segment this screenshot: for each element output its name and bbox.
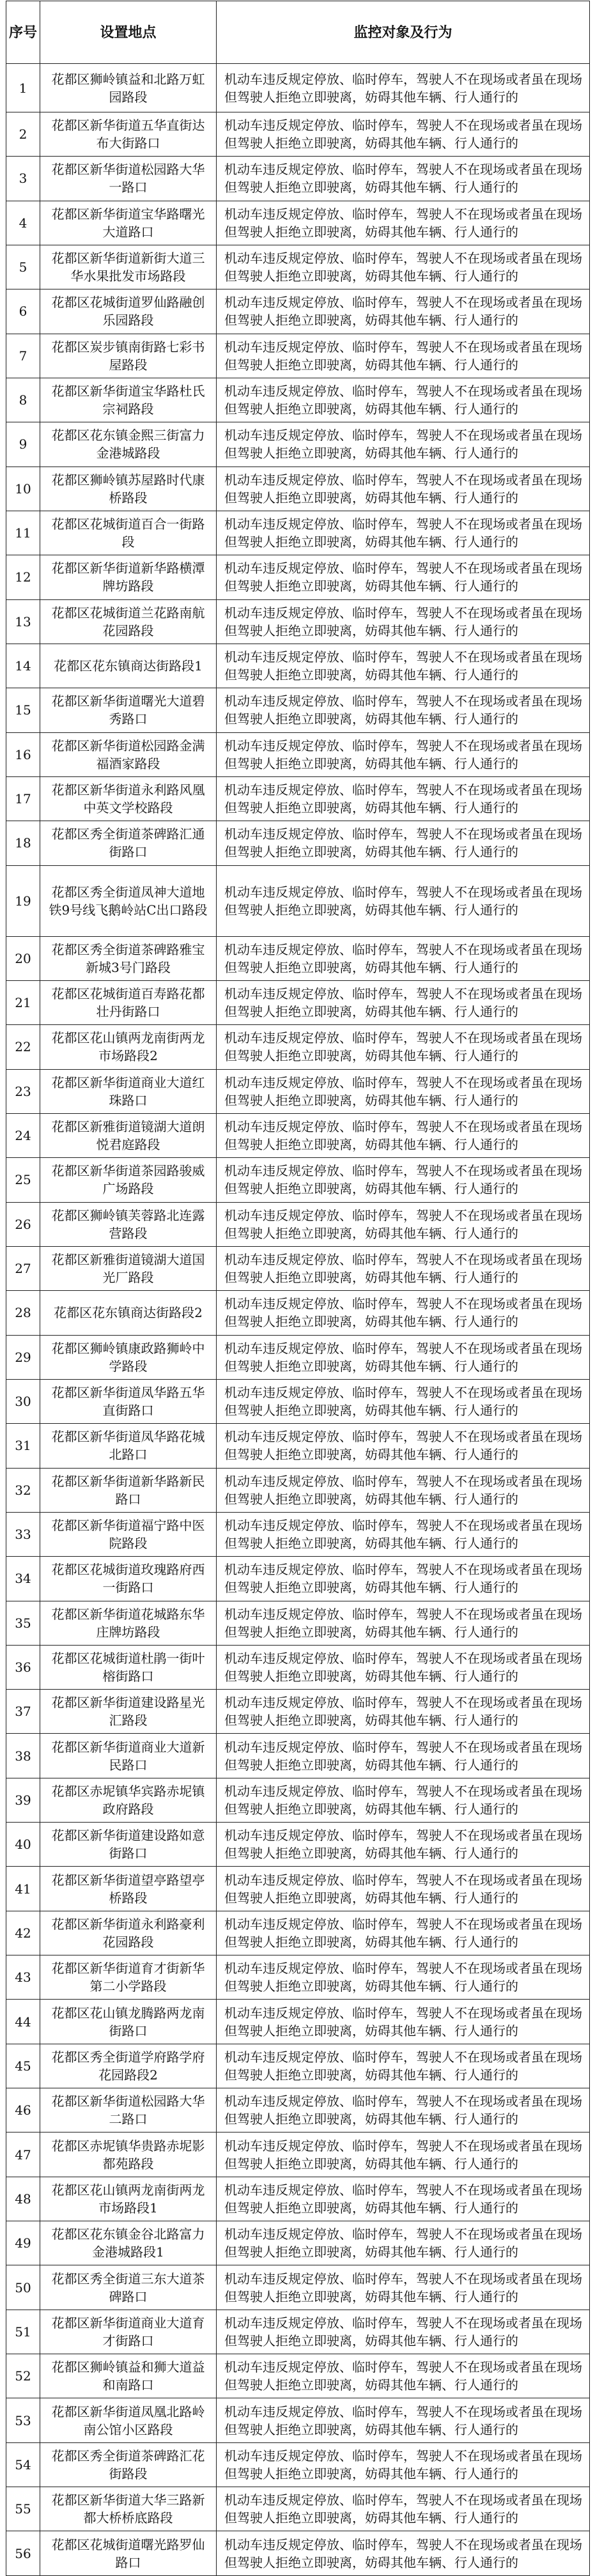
row-location: 花都区秀全街道三东大道茶碑路口	[40, 2265, 217, 2310]
row-number: 42	[6, 1911, 40, 1955]
row-location: 花都区花东镇金熙三街富力金港城路段	[40, 422, 217, 467]
table-row	[6, 2177, 590, 2221]
row-location: 花都区新华街道新街大道三华水果批发市场路段	[40, 245, 217, 289]
row-number: 43	[6, 1955, 40, 2000]
table-row	[6, 1291, 590, 1335]
row-behavior: 机动车违反规定停放、临时停车，驾驶人不在现场或者虽在现场但驾驶人拒绝立即驶离，妨碍其他车辆、行人通行的	[217, 2531, 590, 2575]
row-behavior: 机动车违反规定停放、临时停车，驾驶人不在现场或者虽在现场但驾驶人拒绝立即驶离，妨碍其他车辆、行人通行的	[217, 1823, 590, 1867]
header-number: 序号	[6, 1, 40, 64]
row-location: 花都区花山镇两龙南街两龙市场路段1	[40, 2177, 217, 2221]
row-location: 花都区新华街道花城路东华庄牌坊路段	[40, 1601, 217, 1645]
row-behavior: 机动车违反规定停放、临时停车，驾驶人不在现场或者虽在现场但驾驶人拒绝立即驶离，妨碍其他车辆、行人通行的	[217, 1113, 590, 1157]
table-row	[6, 1379, 590, 1423]
row-location: 花都区新华街道大华三路新都大桥桥底路段	[40, 2487, 217, 2531]
row-location: 花都区花城街道兰花路南航花园路段	[40, 599, 217, 644]
row-location: 花都区炭步镇南街路七彩书屋路段	[40, 334, 217, 378]
row-behavior: 机动车违反规定停放、临时停车，驾驶人不在现场或者虽在现场但驾驶人拒绝立即驶离，妨碍其他车辆、行人通行的	[217, 599, 590, 644]
row-location: 花都区新华街道宝华路曙光大道路口	[40, 201, 217, 245]
row-number: 12	[6, 555, 40, 599]
row-behavior: 机动车违反规定停放、临时停车，驾驶人不在现场或者虽在现场但驾驶人拒绝立即驶离，妨碍其他车辆、行人通行的	[217, 378, 590, 422]
table-row	[6, 2442, 590, 2487]
row-number: 15	[6, 688, 40, 732]
row-number: 32	[6, 1468, 40, 1512]
row-number: 51	[6, 2310, 40, 2354]
row-number: 22	[6, 1025, 40, 1069]
table-row	[6, 1645, 590, 1689]
row-behavior: 机动车违反规定停放、临时停车，驾驶人不在现场或者虽在现场但驾驶人拒绝立即驶离，妨碍其他车辆、行人通行的	[217, 776, 590, 821]
row-behavior: 机动车违反规定停放、临时停车，驾驶人不在现场或者虽在现场但驾驶人拒绝立即驶离，妨碍其他车辆、行人通行的	[217, 1734, 590, 1778]
row-number: 9	[6, 422, 40, 467]
row-number: 7	[6, 334, 40, 378]
table-row	[6, 467, 590, 511]
row-location: 花都区新雅街道镜湖大道朗悦君庭路段	[40, 1113, 217, 1157]
row-behavior: 机动车违反规定停放、临时停车，驾驶人不在现场或者虽在现场但驾驶人拒绝立即驶离，妨碍其他车辆、行人通行的	[217, 1158, 590, 1202]
row-number: 56	[6, 2531, 40, 2575]
row-behavior: 机动车违反规定停放、临时停车，驾驶人不在现场或者虽在现场但驾驶人拒绝立即驶离，妨碍其他车辆、行人通行的	[217, 2000, 590, 2044]
row-number: 17	[6, 776, 40, 821]
table-row	[6, 1911, 590, 1955]
table-row	[6, 688, 590, 732]
row-behavior: 机动车违反规定停放、临时停车，驾驶人不在现场或者虽在现场但驾驶人拒绝立即驶离，妨碍其他车辆、行人通行的	[217, 1468, 590, 1512]
table-row	[6, 1512, 590, 1556]
table-row	[6, 555, 590, 599]
table-row	[6, 112, 590, 157]
row-behavior: 机动车违反规定停放、临时停车，驾驶人不在现场或者虽在现场但驾驶人拒绝立即驶离，妨碍其他车辆、行人通行的	[217, 1246, 590, 1290]
row-number: 3	[6, 157, 40, 201]
row-location: 花都区新华街道商业大道育才街路口	[40, 2310, 217, 2354]
row-behavior: 机动车违反规定停放、临时停车，驾驶人不在现场或者虽在现场但驾驶人拒绝立即驶离，妨碍其他车辆、行人通行的	[217, 1867, 590, 1911]
row-location: 花都区新华街道建设路如意街路口	[40, 1823, 217, 1867]
row-number: 14	[6, 644, 40, 688]
row-number: 49	[6, 2221, 40, 2265]
row-number: 33	[6, 1512, 40, 1556]
row-behavior: 机动车违反规定停放、临时停车，驾驶人不在现场或者虽在现场但驾驶人拒绝立即驶离，妨碍其他车辆、行人通行的	[217, 1202, 590, 1246]
row-behavior: 机动车违反规定停放、临时停车，驾驶人不在现场或者虽在现场但驾驶人拒绝立即驶离，妨碍其他车辆、行人通行的	[217, 245, 590, 289]
row-number: 53	[6, 2398, 40, 2442]
row-number: 21	[6, 980, 40, 1024]
row-behavior: 机动车违反规定停放、临时停车，驾驶人不在现场或者虽在现场但驾驶人拒绝立即驶离，妨碍其他车辆、行人通行的	[217, 1335, 590, 1379]
table-row	[6, 776, 590, 821]
row-location: 花都区赤坭镇华宾路赤坭镇政府路段	[40, 1778, 217, 1822]
row-behavior: 机动车违反规定停放、临时停车，驾驶人不在现场或者虽在现场但驾驶人拒绝立即驶离，妨碍其他车辆、行人通行的	[217, 555, 590, 599]
row-behavior: 机动车违反规定停放、临时停车，驾驶人不在现场或者虽在现场但驾驶人拒绝立即驶离，妨碍其他车辆、行人通行的	[217, 2133, 590, 2177]
row-number: 13	[6, 599, 40, 644]
row-behavior: 机动车违反规定停放、临时停车，驾驶人不在现场或者虽在现场但驾驶人拒绝立即驶离，妨碍其他车辆、行人通行的	[217, 1911, 590, 1955]
row-number: 55	[6, 2487, 40, 2531]
row-location: 花都区新华街道永利路风凰中英文学校路段	[40, 776, 217, 821]
row-location: 花都区新华街道商业大道红珠路口	[40, 1069, 217, 1113]
row-behavior: 机动车违反规定停放、临时停车，驾驶人不在现场或者虽在现场但驾驶人拒绝立即驶离，妨碍其他车辆、行人通行的	[217, 1557, 590, 1601]
row-behavior: 机动车违反规定停放、临时停车，驾驶人不在现场或者虽在现场但驾驶人拒绝立即驶离，妨碍其他车辆、行人通行的	[217, 1291, 590, 1335]
row-location: 花都区新华街道新华路横潭牌坊路段	[40, 555, 217, 599]
row-location: 花都区花城街道百合一街路段	[40, 511, 217, 555]
table-row	[6, 2088, 590, 2133]
row-number: 44	[6, 2000, 40, 2044]
row-location: 花都区花山镇龙腾路两龙南街路口	[40, 2000, 217, 2044]
row-behavior: 机动车违反规定停放、临时停车，驾驶人不在现场或者虽在现场但驾驶人拒绝立即驶离，妨碍其他车辆、行人通行的	[217, 334, 590, 378]
row-behavior: 机动车违反规定停放、临时停车，驾驶人不在现场或者虽在现场但驾驶人拒绝立即驶离，妨碍其他车辆、行人通行的	[217, 1601, 590, 1645]
row-number: 2	[6, 112, 40, 157]
table-row	[6, 936, 590, 980]
row-number: 1	[6, 64, 40, 112]
row-behavior: 机动车违反规定停放、临时停车，驾驶人不在现场或者虽在现场但驾驶人拒绝立即驶离，妨碍其他车辆、行人通行的	[217, 2177, 590, 2221]
table-row	[6, 2044, 590, 2088]
table-row	[6, 511, 590, 555]
row-number: 23	[6, 1069, 40, 1113]
table-row	[6, 1335, 590, 1379]
table-row	[6, 64, 590, 112]
table-row	[6, 2487, 590, 2531]
row-behavior: 机动车违反规定停放、临时停车，驾驶人不在现场或者虽在现场但驾驶人拒绝立即驶离，妨碍其他车辆、行人通行的	[217, 688, 590, 732]
row-location: 花都区花城街道曙光路罗仙路口	[40, 2531, 217, 2575]
row-behavior: 机动车违反规定停放、临时停车，驾驶人不在现场或者虽在现场但驾驶人拒绝立即驶离，妨碍其他车辆、行人通行的	[217, 467, 590, 511]
row-location: 花都区新华街道松园路大华二路口	[40, 2088, 217, 2133]
header-location: 设置地点	[40, 1, 217, 64]
row-location: 花都区花城街道玫瑰路府西一街路口	[40, 1557, 217, 1601]
row-behavior: 机动车违反规定停放、临时停车，驾驶人不在现场或者虽在现场但驾驶人拒绝立即驶离，妨碍其他车辆、行人通行的	[217, 1379, 590, 1423]
row-behavior: 机动车违反规定停放、临时停车，驾驶人不在现场或者虽在现场但驾驶人拒绝立即驶离，妨碍其他车辆、行人通行的	[217, 1690, 590, 1734]
table-row	[6, 2133, 590, 2177]
table-row	[6, 1778, 590, 1822]
table-row	[6, 157, 590, 201]
table-row	[6, 1601, 590, 1645]
table-row	[6, 2221, 590, 2265]
row-location: 花都区新华街道茶园路骏威广场路段	[40, 1158, 217, 1202]
row-number: 26	[6, 1202, 40, 1246]
row-behavior: 机动车违反规定停放、临时停车，驾驶人不在现场或者虽在现场但驾驶人拒绝立即驶离，妨碍其他车辆、行人通行的	[217, 865, 590, 936]
row-location: 花都区新华街道松园路大华一路口	[40, 157, 217, 201]
table-row	[6, 378, 590, 422]
row-location: 花都区新华街道凤华路花城北路口	[40, 1424, 217, 1468]
row-number: 30	[6, 1379, 40, 1423]
table-row	[6, 1557, 590, 1601]
table-row	[6, 1025, 590, 1069]
table-row	[6, 2310, 590, 2354]
row-number: 47	[6, 2133, 40, 2177]
row-number: 6	[6, 289, 40, 334]
row-location: 花都区新华街道育才街新华第二小学路段	[40, 1955, 217, 2000]
header-behavior: 监控对象及行为	[217, 1, 590, 64]
row-location: 花都区狮岭镇苏屋路时代康桥路段	[40, 467, 217, 511]
row-number: 31	[6, 1424, 40, 1468]
row-number: 19	[6, 865, 40, 936]
table-row	[6, 1867, 590, 1911]
table-row	[6, 2398, 590, 2442]
table-row	[6, 1202, 590, 1246]
table-row	[6, 1158, 590, 1202]
row-number: 8	[6, 378, 40, 422]
table-row	[6, 201, 590, 245]
row-behavior: 机动车违反规定停放、临时停车，驾驶人不在现场或者虽在现场但驾驶人拒绝立即驶离，妨碍其他车辆、行人通行的	[217, 821, 590, 865]
row-number: 24	[6, 1113, 40, 1157]
table-header	[6, 1, 590, 64]
row-number: 36	[6, 1645, 40, 1689]
row-behavior: 机动车违反规定停放、临时停车，驾驶人不在现场或者虽在现场但驾驶人拒绝立即驶离，妨碍其他车辆、行人通行的	[217, 1069, 590, 1113]
row-location: 花都区新华街道宝华路杜氏宗祠路段	[40, 378, 217, 422]
row-number: 34	[6, 1557, 40, 1601]
row-number: 5	[6, 245, 40, 289]
table-row	[6, 865, 590, 936]
table-row	[6, 1246, 590, 1290]
table-row	[6, 2531, 590, 2575]
table-row	[6, 1424, 590, 1468]
row-location: 花都区新华街道松园路金满福酒家路段	[40, 732, 217, 776]
row-behavior: 机动车违反规定停放、临时停车，驾驶人不在现场或者虽在现场但驾驶人拒绝立即驶离，妨碍其他车辆、行人通行的	[217, 732, 590, 776]
row-behavior: 机动车违反规定停放、临时停车，驾驶人不在现场或者虽在现场但驾驶人拒绝立即驶离，妨碍其他车辆、行人通行的	[217, 2044, 590, 2088]
row-number: 54	[6, 2442, 40, 2487]
row-number: 20	[6, 936, 40, 980]
table-row	[6, 1955, 590, 2000]
row-location: 花都区新华街道商业大道新民路口	[40, 1734, 217, 1778]
row-location: 花都区新华街道曙光大道碧秀路口	[40, 688, 217, 732]
row-location: 花都区秀全街道茶碑路汇花街路段	[40, 2442, 217, 2487]
row-behavior: 机动车违反规定停放、临时停车，驾驶人不在现场或者虽在现场但驾驶人拒绝立即驶离，妨碍其他车辆、行人通行的	[217, 2398, 590, 2442]
row-behavior: 机动车违反规定停放、临时停车，驾驶人不在现场或者虽在现场但驾驶人拒绝立即驶离，妨碍其他车辆、行人通行的	[217, 2265, 590, 2310]
row-location: 花都区花东镇商达街路段1	[40, 644, 217, 688]
table-row	[6, 1823, 590, 1867]
table-row	[6, 644, 590, 688]
table-row	[6, 732, 590, 776]
table-row	[6, 334, 590, 378]
row-behavior: 机动车违反规定停放、临时停车，驾驶人不在现场或者虽在现场但驾驶人拒绝立即驶离，妨碍其他车辆、行人通行的	[217, 64, 590, 112]
row-behavior: 机动车违反规定停放、临时停车，驾驶人不在现场或者虽在现场但驾驶人拒绝立即驶离，妨碍其他车辆、行人通行的	[217, 1512, 590, 1556]
row-location: 花都区秀全街道茶碑路雅宝新城3号门路段	[40, 936, 217, 980]
table-row	[6, 245, 590, 289]
table-row	[6, 422, 590, 467]
row-behavior: 机动车违反规定停放、临时停车，驾驶人不在现场或者虽在现场但驾驶人拒绝立即驶离，妨碍其他车辆、行人通行的	[217, 289, 590, 334]
row-behavior: 机动车违反规定停放、临时停车，驾驶人不在现场或者虽在现场但驾驶人拒绝立即驶离，妨碍其他车辆、行人通行的	[217, 422, 590, 467]
row-location: 花都区狮岭镇益和狮大道益和南路口	[40, 2354, 217, 2398]
row-number: 39	[6, 1778, 40, 1822]
header-row	[6, 1, 590, 64]
row-location: 花都区狮岭镇芙蓉路北连露营路段	[40, 1202, 217, 1246]
row-location: 花都区秀全街道凤神大道地铁9号线飞鹅岭站C出口路段	[40, 865, 217, 936]
row-behavior: 机动车违反规定停放、临时停车，驾驶人不在现场或者虽在现场但驾驶人拒绝立即驶离，妨碍其他车辆、行人通行的	[217, 980, 590, 1024]
table-body	[6, 64, 590, 2576]
row-location: 花都区赤坭镇华贵路赤坭影都苑路段	[40, 2133, 217, 2177]
row-behavior: 机动车违反规定停放、临时停车，驾驶人不在现场或者虽在现场但驾驶人拒绝立即驶离，妨碍其他车辆、行人通行的	[217, 1778, 590, 1822]
row-location: 花都区新华街道凤华路五华直街路口	[40, 1379, 217, 1423]
row-behavior: 机动车违反规定停放、临时停车，驾驶人不在现场或者虽在现场但驾驶人拒绝立即驶离，妨碍其他车辆、行人通行的	[217, 1025, 590, 1069]
row-behavior: 机动车违反规定停放、临时停车，驾驶人不在现场或者虽在现场但驾驶人拒绝立即驶离，妨碍其他车辆、行人通行的	[217, 112, 590, 157]
row-location: 花都区新华街道望亭路望亭桥路段	[40, 1867, 217, 1911]
table-row	[6, 1734, 590, 1778]
row-number: 11	[6, 511, 40, 555]
row-location: 花都区新华街道新华路新民路口	[40, 1468, 217, 1512]
row-behavior: 机动车违反规定停放、临时停车，驾驶人不在现场或者虽在现场但驾驶人拒绝立即驶离，妨碍其他车辆、行人通行的	[217, 2088, 590, 2133]
row-location: 花都区新华街道凤凰北路岭南公馆小区路段	[40, 2398, 217, 2442]
row-behavior: 机动车违反规定停放、临时停车，驾驶人不在现场或者虽在现场但驾驶人拒绝立即驶离，妨碍其他车辆、行人通行的	[217, 1645, 590, 1689]
table-row	[6, 2354, 590, 2398]
row-behavior: 机动车违反规定停放、临时停车，驾驶人不在现场或者虽在现场但驾驶人拒绝立即驶离，妨碍其他车辆、行人通行的	[217, 511, 590, 555]
table-row	[6, 1069, 590, 1113]
row-location: 花都区花东镇金谷北路富力金港城路段1	[40, 2221, 217, 2265]
row-number: 16	[6, 732, 40, 776]
table-row	[6, 2000, 590, 2044]
row-number: 40	[6, 1823, 40, 1867]
row-number: 45	[6, 2044, 40, 2088]
row-location: 花都区新华街道建设路星光汇路段	[40, 1690, 217, 1734]
table-row	[6, 980, 590, 1024]
row-number: 41	[6, 1867, 40, 1911]
row-behavior: 机动车违反规定停放、临时停车，驾驶人不在现场或者虽在现场但驾驶人拒绝立即驶离，妨碍其他车辆、行人通行的	[217, 644, 590, 688]
row-number: 48	[6, 2177, 40, 2221]
row-number: 29	[6, 1335, 40, 1379]
table-row	[6, 599, 590, 644]
monitoring-locations-table	[6, 1, 590, 2576]
row-number: 35	[6, 1601, 40, 1645]
row-location: 花都区花城街道杜鹃一街叶榕街路口	[40, 1645, 217, 1689]
row-behavior: 机动车违反规定停放、临时停车，驾驶人不在现场或者虽在现场但驾驶人拒绝立即驶离，妨碍其他车辆、行人通行的	[217, 2354, 590, 2398]
table-row	[6, 821, 590, 865]
row-behavior: 机动车违反规定停放、临时停车，驾驶人不在现场或者虽在现场但驾驶人拒绝立即驶离，妨碍其他车辆、行人通行的	[217, 936, 590, 980]
row-behavior: 机动车违反规定停放、临时停车，驾驶人不在现场或者虽在现场但驾驶人拒绝立即驶离，妨碍其他车辆、行人通行的	[217, 1424, 590, 1468]
table-row	[6, 289, 590, 334]
row-location: 花都区花山镇两龙南街两龙市场路段2	[40, 1025, 217, 1069]
row-number: 38	[6, 1734, 40, 1778]
row-location: 花都区狮岭镇康政路狮岭中学路段	[40, 1335, 217, 1379]
row-number: 46	[6, 2088, 40, 2133]
row-location: 花都区秀全街道茶碑路汇通街路口	[40, 821, 217, 865]
row-behavior: 机动车违反规定停放、临时停车，驾驶人不在现场或者虽在现场但驾驶人拒绝立即驶离，妨碍其他车辆、行人通行的	[217, 1955, 590, 2000]
table-row	[6, 1690, 590, 1734]
row-behavior: 机动车违反规定停放、临时停车，驾驶人不在现场或者虽在现场但驾驶人拒绝立即驶离，妨碍其他车辆、行人通行的	[217, 157, 590, 201]
row-location: 花都区新雅街道镜湖大道国光厂路段	[40, 1246, 217, 1290]
row-number: 4	[6, 201, 40, 245]
table-row	[6, 1468, 590, 1512]
row-number: 18	[6, 821, 40, 865]
row-location: 花都区狮岭镇益和北路万虹园路段	[40, 64, 217, 112]
table-row	[6, 2265, 590, 2310]
row-location: 花都区秀全街道学府路学府花园路段2	[40, 2044, 217, 2088]
row-number: 50	[6, 2265, 40, 2310]
row-behavior: 机动车违反规定停放、临时停车，驾驶人不在现场或者虽在现场但驾驶人拒绝立即驶离，妨碍其他车辆、行人通行的	[217, 2310, 590, 2354]
row-location: 花都区花城街道罗仙路融创乐园路段	[40, 289, 217, 334]
row-behavior: 机动车违反规定停放、临时停车，驾驶人不在现场或者虽在现场但驾驶人拒绝立即驶离，妨碍其他车辆、行人通行的	[217, 2442, 590, 2487]
row-location: 花都区新华街道福宁路中医院路段	[40, 1512, 217, 1556]
table-row	[6, 1113, 590, 1157]
row-number: 27	[6, 1246, 40, 1290]
row-location: 花都区新华街道五华直街达布大街路口	[40, 112, 217, 157]
row-number: 25	[6, 1158, 40, 1202]
row-location: 花都区新华街道永利路豪利花园路段	[40, 1911, 217, 1955]
row-number: 28	[6, 1291, 40, 1335]
row-behavior: 机动车违反规定停放、临时停车，驾驶人不在现场或者虽在现场但驾驶人拒绝立即驶离，妨碍其他车辆、行人通行的	[217, 201, 590, 245]
row-behavior: 机动车违反规定停放、临时停车，驾驶人不在现场或者虽在现场但驾驶人拒绝立即驶离，妨碍其他车辆、行人通行的	[217, 2221, 590, 2265]
row-behavior: 机动车违反规定停放、临时停车，驾驶人不在现场或者虽在现场但驾驶人拒绝立即驶离，妨碍其他车辆、行人通行的	[217, 2487, 590, 2531]
row-location: 花都区花城街道百寿路花都壮丹街路口	[40, 980, 217, 1024]
row-number: 37	[6, 1690, 40, 1734]
row-location: 花都区花东镇商达街路段2	[40, 1291, 217, 1335]
row-number: 10	[6, 467, 40, 511]
row-number: 52	[6, 2354, 40, 2398]
